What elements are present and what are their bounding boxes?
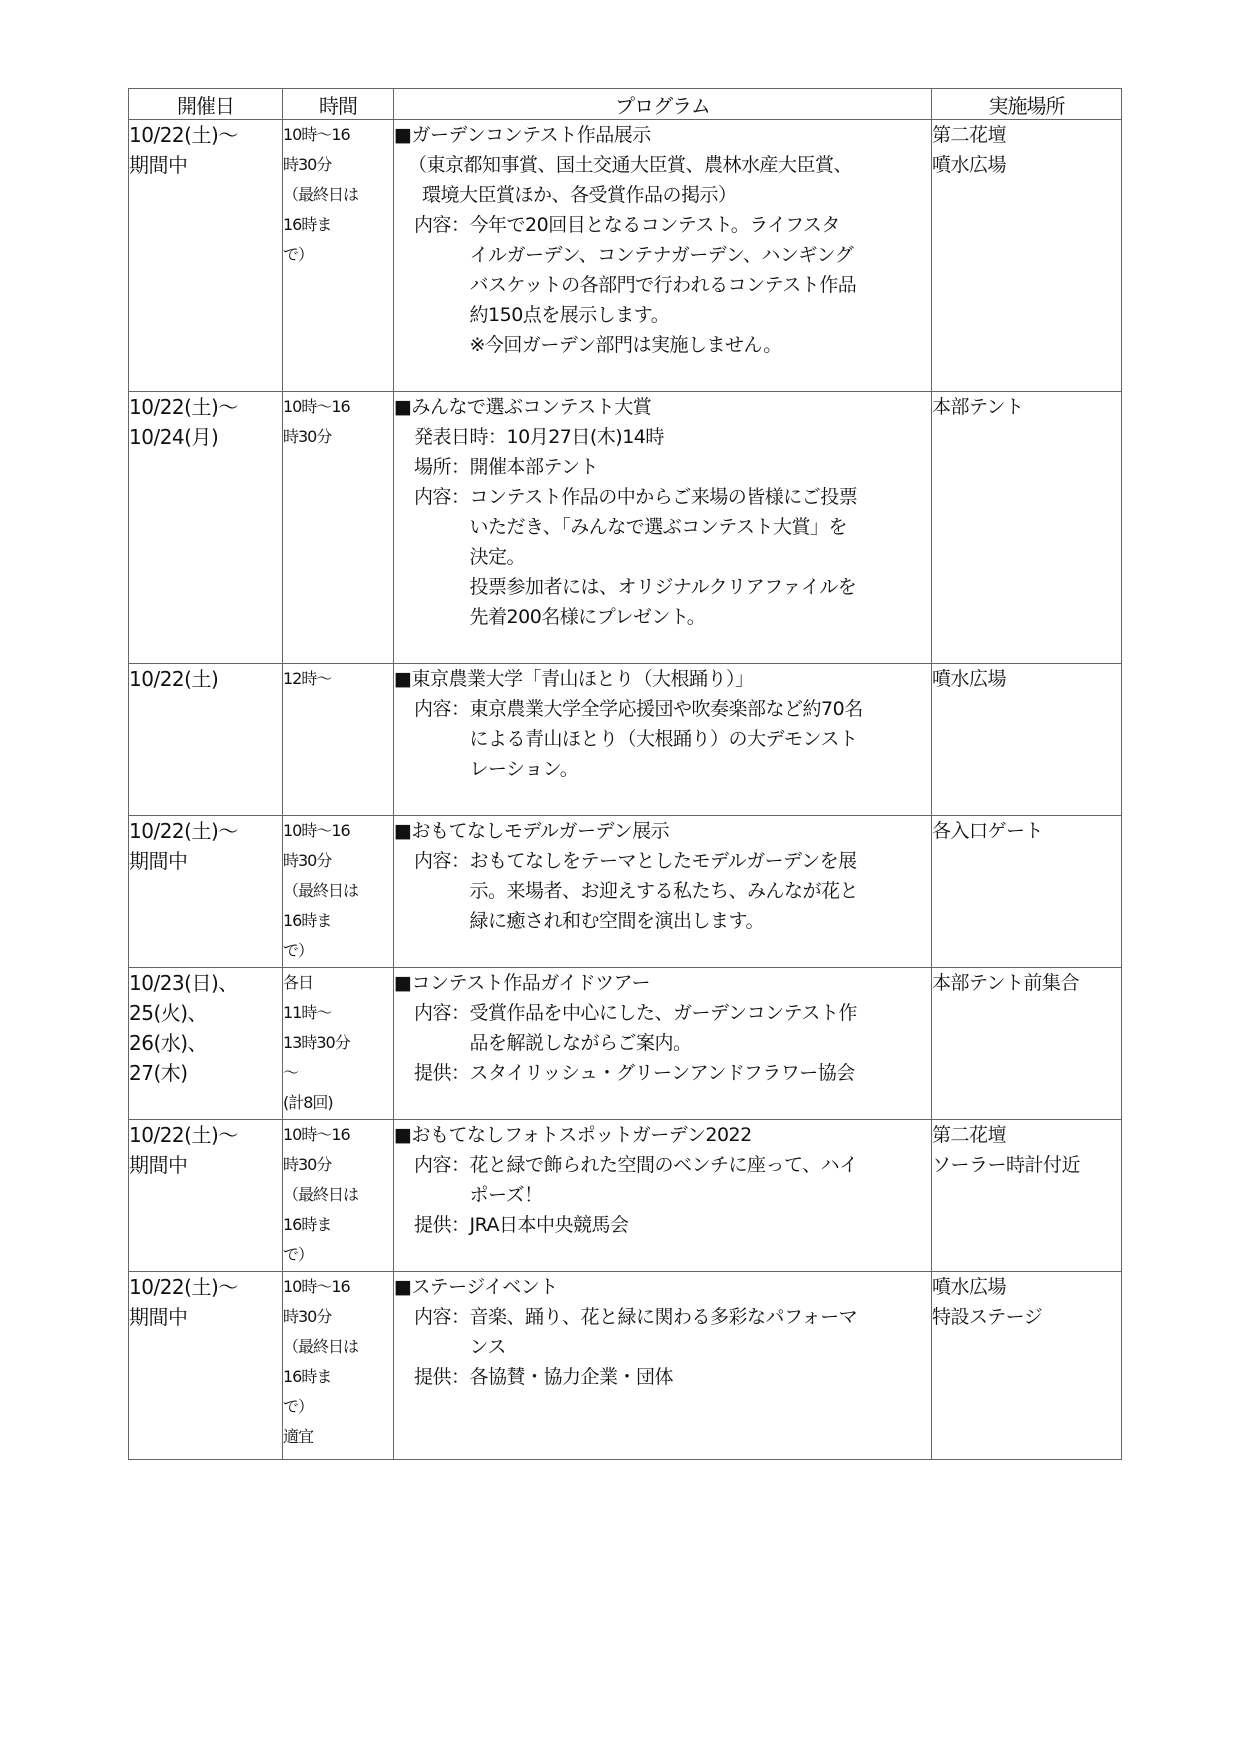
program-detail: [394, 846, 931, 936]
time-cell-line: 10時～16: [283, 397, 350, 416]
time-cell: [283, 664, 394, 816]
time-cell-line: （最終日は: [283, 881, 359, 900]
program-detail: [394, 210, 931, 360]
header-date: 開催日: [129, 89, 283, 120]
detail-value: [470, 694, 931, 784]
date-cell-line: 10/22(土)～: [129, 395, 238, 419]
time-cell-line: 16時ま: [283, 911, 332, 930]
detail-line: 示。来場者、お迎えする私たち、みんなが花と: [469, 880, 859, 902]
program-title: ■おもてなしモデルガーデン展示: [394, 820, 670, 842]
detail-value: [470, 452, 931, 482]
date-cell-line: 10/22(土)～: [129, 1123, 238, 1147]
time-cell-line: で）: [283, 1245, 314, 1264]
program-detail: [394, 1362, 931, 1392]
detail-value: [470, 1362, 931, 1392]
detail-value: [470, 1058, 931, 1088]
time-cell-line: ～: [283, 1063, 299, 1082]
program-title: ■おもてなしフォトスポットガーデン2022: [394, 1124, 752, 1146]
time-cell-line: 10時～16: [283, 1125, 350, 1144]
program-title: ■ガーデンコンテスト作品展示: [394, 124, 651, 146]
place-cell-line: 噴水広場: [932, 1276, 1007, 1298]
header-program: プログラム: [394, 89, 932, 120]
time-cell-line: （最終日は: [283, 185, 359, 204]
detail-value: [470, 482, 931, 632]
detail-value: [507, 422, 931, 452]
date-cell-line: 10/22(土)～: [129, 123, 238, 147]
detail-line: 投票参加者には、オリジナルクリアファイルを: [469, 576, 857, 598]
time-cell-line: （最終日は: [283, 1185, 359, 1204]
detail-line: 開催本部テント: [469, 456, 599, 478]
detail-line: いただき、「みんなで選ぶコンテスト大賞」を: [469, 516, 847, 538]
detail-line: おもてなしをテーマとしたモデルガーデンを展: [469, 850, 857, 872]
time-cell: [283, 816, 394, 968]
detail-label: 内容：: [414, 1306, 470, 1328]
detail-line: バスケットの各部門で行われるコンテスト作品: [469, 274, 857, 296]
detail-line: 東京農業大学全学応援団や吹奏楽部など約70名: [469, 698, 863, 720]
detail-line: JRA日本中央競馬会: [469, 1214, 629, 1236]
time-cell-line: 16時ま: [283, 1367, 332, 1386]
date-cell: [129, 1120, 283, 1272]
program-detail: [394, 998, 931, 1058]
detail-line: コンテスト作品の中からご来場の皆様にご投票: [469, 486, 858, 508]
detail-line: 音楽、踊り、花と緑に関わる多彩なパフォーマ: [469, 1306, 858, 1328]
program-detail: [394, 1302, 931, 1362]
date-cell: [129, 816, 283, 968]
place-cell-line: 第二花壇: [932, 124, 1007, 146]
time-cell-line: 適宜: [283, 1427, 314, 1446]
table-row: [129, 816, 1122, 968]
place-cell: [932, 1272, 1122, 1460]
detail-label: 内容：: [414, 214, 470, 236]
detail-line: 花と緑で飾られた空間のベンチに座って、ハイ: [469, 1154, 858, 1176]
detail-line: 約150点を展示します。: [469, 304, 670, 326]
detail-line: ンス: [469, 1336, 506, 1358]
detail-value: [470, 998, 931, 1058]
program-detail: [394, 694, 931, 784]
place-cell: [932, 816, 1122, 968]
program-detail: [394, 452, 931, 482]
time-cell-line: 16時ま: [283, 215, 332, 234]
detail-line: 各協賛・協力企業・団体: [469, 1366, 674, 1388]
detail-line: 受賞作品を中心にした、ガーデンコンテスト作: [469, 1002, 857, 1024]
program-title: ■コンテスト作品ガイドツアー: [394, 972, 651, 994]
detail-label: 内容：: [414, 1154, 470, 1176]
detail-value: [470, 210, 931, 360]
time-cell-line: 時30分: [283, 427, 332, 446]
detail-line: による青山ほとり（大根踊り）の大デモンスト: [469, 728, 858, 750]
time-cell-line: で）: [283, 941, 314, 960]
detail-label: 場所：: [414, 456, 470, 478]
program-cell: [394, 392, 932, 664]
program-title: ■みんなで選ぶコンテスト大賞: [394, 396, 652, 418]
table-row: [129, 664, 1122, 816]
detail-label: 内容：: [414, 486, 470, 508]
place-cell-line: 特設ステージ: [932, 1306, 1043, 1328]
time-cell-line: （最終日は: [283, 1337, 359, 1356]
date-cell-line: 26(水)、: [129, 1031, 208, 1055]
time-cell-line: 時30分: [283, 1307, 332, 1326]
time-cell-line: 時30分: [283, 155, 332, 174]
date-cell-line: 10/22(土): [129, 667, 219, 691]
program-title: ■ステージイベント: [394, 1276, 558, 1298]
date-cell: [129, 1272, 283, 1460]
detail-line: スタイリッシュ・グリーンアンドフラワー協会: [469, 1062, 855, 1084]
program-cell: [394, 120, 932, 392]
place-cell-line: 噴水広場: [932, 668, 1007, 690]
event-schedule-table: [128, 88, 1122, 1460]
time-cell: [283, 120, 394, 392]
program-detail: [394, 1058, 931, 1088]
date-cell: [129, 664, 283, 816]
place-cell: [932, 120, 1122, 392]
time-cell-line: 各日: [283, 973, 314, 992]
program-cell: [394, 1120, 932, 1272]
place-cell-line: 本部テント: [932, 396, 1024, 418]
program-cell: [394, 1272, 932, 1460]
time-cell: [283, 392, 394, 664]
time-cell-line: 時30分: [283, 851, 332, 870]
date-cell-line: 期間中: [129, 1153, 188, 1177]
place-cell: [932, 664, 1122, 816]
detail-label: 提供：: [414, 1214, 470, 1236]
program-detail: [394, 422, 931, 452]
place-cell-line: 本部テント前集合: [932, 972, 1080, 994]
time-cell-line: で）: [283, 245, 314, 264]
date-cell-line: 10/22(土)～: [129, 1275, 238, 1299]
detail-value: [470, 1302, 931, 1362]
time-cell-line: 11時～: [283, 1003, 332, 1022]
date-cell: [129, 120, 283, 392]
date-cell-line: 期間中: [129, 153, 188, 177]
date-cell: [129, 392, 283, 664]
detail-value: [470, 1150, 931, 1210]
detail-line: レーション。: [469, 758, 579, 780]
detail-line: 今年で20回目となるコンテスト。ライフスタ: [469, 214, 840, 236]
header-place: 実施場所: [932, 89, 1122, 120]
place-cell-line: 第二花壇: [932, 1124, 1007, 1146]
place-cell: [932, 968, 1122, 1120]
detail-label: 内容：: [414, 1002, 470, 1024]
detail-label: 提供：: [414, 1062, 470, 1084]
table-row: [129, 392, 1122, 664]
time-cell: [283, 1120, 394, 1272]
place-cell-line: ソーラー時計付近: [932, 1154, 1081, 1176]
place-cell-line: 噴水広場: [932, 154, 1007, 176]
detail-line: 緑に癒され和む空間を演出します。: [469, 910, 764, 932]
time-cell-line: で）: [283, 1397, 314, 1416]
detail-line: イルガーデン、コンテナガーデン、ハンギング: [469, 244, 854, 266]
program-note: （東京都知事賞、国土交通大臣賞、農林水産大臣賞、: [408, 154, 853, 176]
time-cell-line: 10時～16: [283, 821, 350, 840]
date-cell: [129, 968, 283, 1120]
place-cell-line: 各入口ゲート: [932, 820, 1044, 842]
date-cell-line: 期間中: [129, 849, 188, 873]
time-cell-line: 時30分: [283, 1155, 332, 1174]
time-cell-line: 10時～16: [283, 125, 350, 144]
table-row: [129, 1272, 1122, 1460]
program-cell: [394, 664, 932, 816]
program-cell: [394, 816, 932, 968]
program-detail: [394, 482, 931, 632]
detail-line: 先着200名様にプレゼント。: [469, 606, 706, 628]
program-detail: [394, 1150, 931, 1210]
detail-line: 10月27日(木)14時: [506, 426, 664, 448]
detail-label: 内容：: [414, 698, 470, 720]
place-cell: [932, 1120, 1122, 1272]
date-cell-line: 10/24(月): [129, 425, 219, 449]
date-cell-line: 25(火)、: [129, 1001, 208, 1025]
detail-line: 決定。: [469, 546, 526, 568]
time-cell-line: 16時ま: [283, 1215, 332, 1234]
table-row: [129, 968, 1122, 1120]
time-cell: [283, 968, 394, 1120]
detail-line: ※今回ガーデン部門は実施しません。: [469, 334, 782, 356]
detail-value: [470, 1210, 931, 1240]
detail-line: 品を解説しながらご案内。: [469, 1032, 692, 1054]
table-row: [129, 120, 1122, 392]
time-cell-line: 12時～: [283, 669, 332, 688]
detail-label: 提供：: [414, 1366, 470, 1388]
date-cell-line: 10/23(日)、: [129, 971, 238, 995]
date-cell-line: 期間中: [129, 1305, 188, 1329]
time-cell-line: (計8回): [283, 1093, 333, 1112]
time-cell-line: 10時～16: [283, 1277, 350, 1296]
place-cell: [932, 392, 1122, 664]
table-header-row: [129, 89, 1122, 120]
detail-label: 発表日時：: [414, 426, 507, 448]
program-title: ■東京農業大学「青山ほとり（大根踊り）」: [394, 668, 754, 690]
program-detail: [394, 1210, 931, 1240]
table-body: [129, 120, 1122, 1460]
date-cell-line: 10/22(土)～: [129, 819, 238, 843]
header-time: 時間: [283, 89, 394, 120]
program-cell: [394, 968, 932, 1120]
time-cell: [283, 1272, 394, 1460]
detail-value: [470, 846, 931, 936]
date-cell-line: 27(木): [129, 1061, 188, 1085]
table-row: [129, 1120, 1122, 1272]
program-note: 環境大臣賞ほか、各受賞作品の掲示）: [422, 184, 737, 206]
time-cell-line: 13時30分: [283, 1033, 350, 1052]
detail-label: 内容：: [414, 850, 470, 872]
detail-line: ポーズ！: [469, 1184, 543, 1206]
